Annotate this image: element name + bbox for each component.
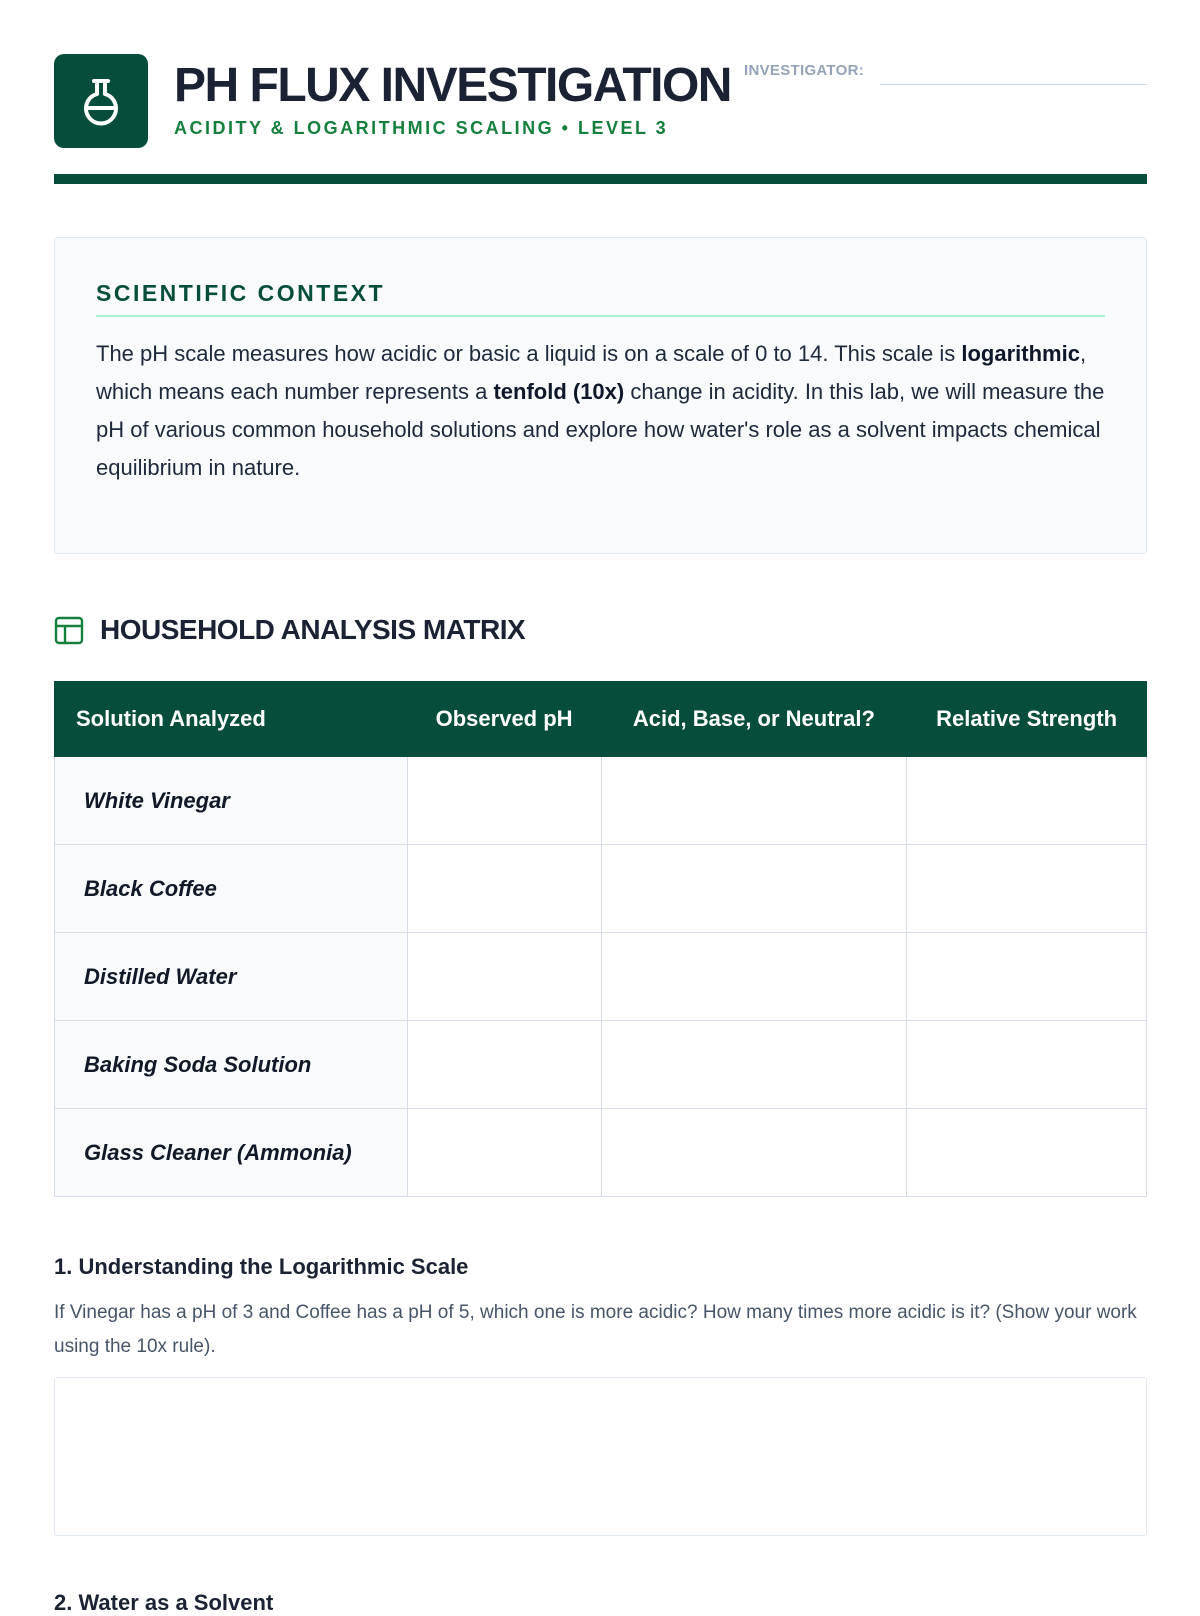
observed-ph-cell[interactable] [407, 757, 601, 845]
observed-ph-cell[interactable] [407, 933, 601, 1021]
matrix-title: HOUSEHOLD ANALYSIS MATRIX [100, 614, 526, 645]
solution-name: Baking Soda Solution [55, 1021, 408, 1109]
question-2-title: 2. Water as a Solvent [54, 1590, 274, 1615]
solution-name: Distilled Water [55, 933, 408, 1021]
table-icon [54, 615, 84, 645]
column-header: Acid, Base, or Neutral? [601, 682, 907, 757]
table-row [55, 1109, 1147, 1197]
table-header-row [55, 682, 1147, 757]
observed-ph-cell[interactable] [407, 1021, 601, 1109]
classification-cell[interactable] [601, 845, 907, 933]
worksheet-header [54, 54, 1147, 148]
classification-cell[interactable] [601, 757, 907, 845]
relative-strength-cell[interactable] [907, 1109, 1147, 1197]
column-header: Relative Strength [907, 682, 1147, 757]
household-analysis-table [54, 681, 1147, 1197]
solution-name: Black Coffee [55, 845, 408, 933]
context-paragraph: The pH scale measures how acidic or basic a liquid is on a scale of 0 to 14. This scale is logarithmic, which means each number represents a tenfold (10x) change in acidity. In this lab, we will measure the pH of various common household solutions and explore how water's role as a solvent impacts chemical equilibrium in nature. [96, 341, 1105, 480]
flask-icon [81, 78, 121, 124]
column-header: Observed pH [407, 682, 601, 757]
classification-cell[interactable] [601, 1021, 907, 1109]
table-row [55, 1021, 1147, 1109]
solution-name: Glass Cleaner (Ammonia) [55, 1109, 408, 1197]
page-subtitle: ACIDITY & LOGARITHMIC SCALING • LEVEL 3 [174, 118, 669, 138]
relative-strength-cell[interactable] [907, 1021, 1147, 1109]
relative-strength-cell[interactable] [907, 845, 1147, 933]
logo [54, 54, 148, 148]
investigator-name-field[interactable] [880, 84, 1147, 85]
question-1-prompt: If Vinegar has a pH of 3 and Coffee has a pH of 5, which one is more acidic? How many times more acidic is it? (Show your work using the 10x rule). [54, 1302, 1137, 1357]
observed-ph-cell[interactable] [407, 845, 601, 933]
table-row [55, 933, 1147, 1021]
header-divider [54, 174, 1147, 184]
classification-cell[interactable] [601, 933, 907, 1021]
table-row [55, 757, 1147, 845]
solution-name: White Vinegar [55, 757, 408, 845]
column-header: Solution Analyzed [55, 682, 408, 757]
context-heading: SCIENTIFIC CONTEXT [96, 280, 1105, 317]
question-1-answer-box[interactable] [54, 1377, 1147, 1536]
page-title: PH FLUX INVESTIGATION [174, 59, 731, 112]
question-1-title: 1. Understanding the Logarithmic Scale [54, 1254, 469, 1279]
investigator-label: INVESTIGATOR: [744, 62, 865, 79]
table-row [55, 845, 1147, 933]
observed-ph-cell[interactable] [407, 1109, 601, 1197]
matrix-heading [54, 612, 525, 648]
logarithmic-term: logarithmic [961, 341, 1080, 366]
tenfold-term: tenfold (10x) [493, 379, 625, 404]
relative-strength-cell[interactable] [907, 757, 1147, 845]
scientific-context-panel [54, 237, 1147, 554]
classification-cell[interactable] [601, 1109, 907, 1197]
relative-strength-cell[interactable] [907, 933, 1147, 1021]
